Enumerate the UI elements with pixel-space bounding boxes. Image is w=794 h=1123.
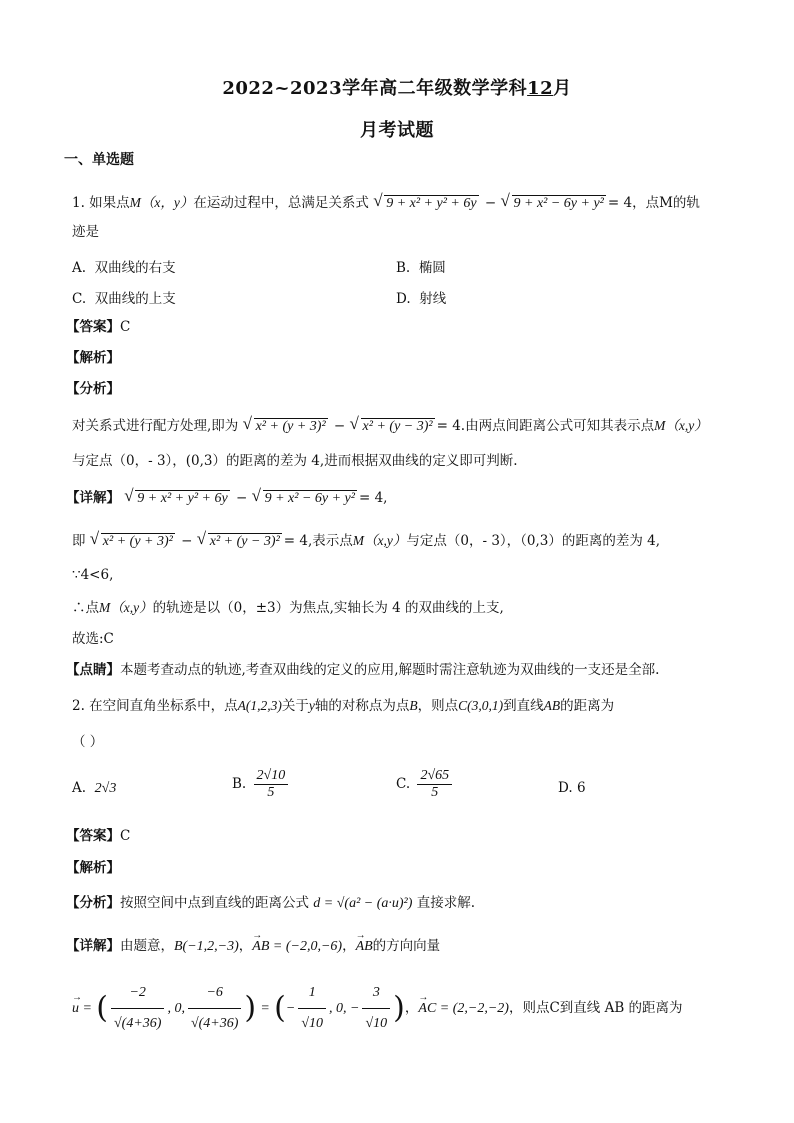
section-heading: 一、单选题 — [64, 152, 134, 168]
q2-opt-a-val: 2√3 — [94, 781, 117, 796]
q1-option-d — [396, 287, 446, 307]
q2-stem-d: ，则点 — [417, 698, 459, 714]
q2-detail-c: 的方向向量 — [372, 938, 441, 954]
q2-opt-b-num: 2√10 — [254, 768, 289, 785]
q2-u-mid2: , 0, − — [329, 1001, 360, 1016]
q1-detail-sqrt-left — [126, 489, 229, 509]
q1-stem: 1. 如果点M（x，y）在运动过程中，总满足关系式 √ 9 + x² + y² + 6y − √ 9 + x² − 6y + y² = 4，点M的轨 — [72, 193, 700, 214]
q2-opt-a-key: A. — [72, 780, 87, 796]
q2-stem-a: 2. 在空间直角坐标系中，点 — [72, 698, 238, 714]
document-title-line1 — [0, 74, 794, 100]
q2-detail-AB2: → AB — [356, 937, 373, 957]
q1-option-b-key: B. — [396, 260, 411, 276]
q2-analysis-a: 按照空间中点到直线的距离公式 — [120, 895, 309, 911]
q2-stem-c: 轴的对称点为点 — [314, 698, 410, 714]
q2-opt-c-frac — [417, 768, 452, 801]
q2-u-g1-num: 1 — [298, 978, 326, 1009]
q1-comment — [66, 660, 659, 680]
q2-paren-open-1: ( — [96, 990, 108, 1026]
q2-opt-c-key: C. — [396, 776, 411, 792]
q1-eq-left: 9 + x² + y² + 6y — [386, 196, 477, 211]
q2-paren-close-2: ) — [393, 990, 405, 1026]
q2-u-eq: = — [260, 1001, 270, 1016]
q1-detail-sqrt-a — [92, 532, 175, 552]
q1-analysis-sq1: x² + (y + 3)² — [255, 419, 326, 434]
q2-u-vector: → u = ( $\frac{-2}{√(4+36)}$ , 0, $\frac{-6}{√(4+36)}$ ) = (− $\frac{1}{√10}$ , 0, − $\frac{3}{√10}$ )，→ AC = (2,−2,−2)，则点C到直线 AB 的距离为 — [72, 978, 683, 1039]
q2-u-gfrac2 — [362, 978, 390, 1039]
title-suffix: 月 — [553, 78, 572, 99]
q2-u-f2-num: −6 — [188, 978, 241, 1009]
q2-u-f1-num: −2 — [111, 978, 164, 1009]
q2-stem-b: 关于 — [281, 698, 309, 714]
q1-option-c-key: C. — [72, 291, 87, 307]
q2-detail-AB: → AB = (−2,0,−6) — [252, 937, 342, 957]
q2-option-b — [232, 768, 291, 801]
q2-u-gfrac1 — [298, 978, 326, 1039]
q1-stem-cont: 迹是 — [72, 224, 99, 240]
q1-analysis-sqrt2 — [352, 417, 435, 437]
q1-analysis-line2: 与定点（0，- 3），(0,3）的距离的差为 4,进而根据双曲线的定义即可判断. — [72, 453, 518, 469]
q1-detail-sqrt-b — [199, 532, 282, 552]
title-month: 12 — [527, 78, 554, 99]
q1-detail-line4 — [72, 598, 504, 618]
q2-u-frac2 — [188, 978, 241, 1039]
q1-detail-eq-left: 9 + x² + y² + 6y — [137, 491, 228, 506]
q2-analysis-b: 直接求解. — [416, 895, 476, 911]
q1-analysis: 对关系式进行配方处理,即为 √ x² + (y + 3)² − √ x² + (y − 3)² = 4.由两点间距离公式可知其表示点M（x,y） — [72, 416, 708, 437]
q2-axis: y — [308, 698, 315, 713]
q1-comment-tag: 【点睛】 — [66, 662, 120, 678]
q1-detail-sq1: x² + (y + 3)² — [102, 534, 173, 549]
q1-option-b — [396, 256, 446, 276]
q1-jiexi: 【解析】 — [66, 350, 120, 366]
q2-detail-B: B(−1,2,−3) — [174, 939, 239, 954]
q1-detail-l2-a: 即 — [72, 533, 86, 549]
q2-u-frac1 — [111, 978, 164, 1039]
q1-sqrt-right — [503, 194, 606, 214]
q1-point: M（x，y） — [129, 195, 194, 210]
q1-option-c-text: 双曲线的上支 — [94, 291, 176, 307]
q1-answer — [66, 317, 130, 337]
q2-u-f1-den: √(4+36) — [113, 1016, 162, 1031]
q1-stem-c: M的轨 — [659, 195, 700, 211]
q1-option-c — [72, 287, 176, 307]
q1-detail-l2-b: = 4,表示点 — [283, 533, 353, 549]
q2-opt-d-val: 6 — [576, 780, 586, 796]
q1-detail-l4-a: ∴点 — [72, 600, 99, 616]
q2-answer-tag: 【答案】 — [66, 828, 120, 844]
q1-stem-a: 1. 如果点 — [72, 195, 130, 211]
q1-detail-sq2: x² + (y − 3)² — [209, 534, 280, 549]
q1-stem-b: 在运动过程中，总满足关系式 — [193, 195, 369, 211]
q1-detail-l2-d: 与定点（0，- 3），（0,3）的距离的差为 4, — [406, 533, 661, 549]
q1-answer-tag: 【答案】 — [66, 319, 120, 335]
q2-detail-end: ，则点C到直线 AB 的距离为 — [508, 1000, 683, 1016]
q2-option-c — [396, 768, 455, 801]
q1-analysis-b: = 4.由两点间距离公式可知其表示点 — [436, 418, 655, 434]
q2-u-f2-den: √(4+36) — [190, 1016, 239, 1031]
q2-opt-b-den: 5 — [267, 785, 275, 800]
q1-sqrt-left — [375, 194, 478, 214]
q2-u-g2-num: 3 — [362, 978, 390, 1009]
q1-fenxi: 【分析】 — [66, 381, 120, 397]
document-title-line2: 月考试题 — [360, 120, 434, 141]
q1-detail-l4-c: 的轨迹是以（0，±3）为焦点,实轴长为 4 的双曲线的上支, — [152, 600, 504, 616]
q1-option-a-key: A. — [72, 260, 87, 276]
q1-analysis-c: M（x,y） — [654, 418, 708, 433]
title-prefix: 2022~2023学年高二年级数学学科 — [222, 78, 528, 99]
q1-option-d-text: 射线 — [419, 291, 447, 307]
q2-opt-d-key: D. — [558, 780, 573, 796]
q1-choose: 故选:C — [72, 631, 114, 647]
q1-option-a-text: 双曲线的右支 — [94, 260, 176, 276]
q2-pointC: C(3,0,1) — [458, 698, 504, 713]
q1-detail-l2-c: M（x,y） — [352, 533, 407, 548]
q2-paren-close-1: ) — [244, 990, 257, 1026]
q2-answer — [66, 826, 130, 846]
q2-opt-c-den: 5 — [431, 785, 439, 800]
q2-fenxi-tag: 【分析】 — [66, 895, 120, 911]
q2-analysis — [66, 893, 475, 914]
q1-detail-tag: 【详解】 — [66, 490, 120, 506]
q1-option-b-text: 椭圆 — [418, 260, 446, 276]
q1-detail-line2: 即 √ x² + (y + 3)² − √ x² + (y − 3)² = 4,表示点M（x,y）与定点（0，- 3），（0,3）的距离的差为 4, — [72, 531, 660, 552]
q2-analysis-formula: d = √(a² − (a·u)²) — [313, 896, 413, 911]
q2-stem-e: 到直线 — [503, 698, 544, 714]
q2-detail-a: 由题意， — [120, 938, 174, 954]
q1-analysis-a: 对关系式进行配方处理,即为 — [72, 418, 239, 434]
q1-detail-eq-right: 9 + x² − 6y + y² — [264, 491, 355, 506]
q1-option-d-key: D. — [396, 291, 411, 307]
q1-comment-text: 本题考查动点的轨迹,考查双曲线的定义的应用,解题时需注意轨迹为双曲线的一支还是全部. — [120, 662, 660, 678]
q1-analysis-sqrt1 — [245, 417, 328, 437]
q2-answer-value: C — [120, 828, 131, 844]
q2-stem-f: 的距离为 — [560, 698, 615, 714]
q2-u-mid: , 0, — [167, 1001, 185, 1016]
q2-u-g1-den: √10 — [301, 1016, 324, 1031]
q2-minus-1: − — [285, 1001, 296, 1016]
q2-blank: （ ） — [72, 734, 104, 750]
q1-analysis-sq2: x² + (y − 3)² — [362, 419, 433, 434]
q1-detail: 【详解】 √ 9 + x² + y² + 6y − √ 9 + x² − 6y + y² = 4, — [66, 488, 387, 509]
q1-detail-line3: ∵4<6, — [72, 567, 114, 583]
q2-opt-c-num: 2√65 — [417, 768, 452, 785]
q1-detail-sqrt-right — [254, 489, 357, 509]
q1-eq-right: 9 + x² − 6y + y² — [513, 196, 604, 211]
q1-eq-val: = 4，点 — [607, 195, 660, 211]
q2-detail-tag: 【详解】 — [66, 938, 120, 954]
q2-detail: 【详解】由题意，B(−1,2,−3)，→ AB = (−2,0,−6)，→ AB的方向向量 — [66, 936, 440, 957]
q1-option-a — [72, 256, 176, 276]
q1-detail-eq-val: = 4, — [358, 490, 388, 506]
q2-opt-b-frac — [254, 768, 289, 801]
q2-opt-b-key: B. — [232, 776, 247, 792]
q2-pointA: A(1,2,3) — [237, 698, 282, 713]
q2-lineAB: AB — [543, 698, 561, 713]
q2-u-g2-den: √10 — [365, 1016, 388, 1031]
q2-u-label: → u = — [72, 994, 92, 1024]
q2-AC: → AC = (2,−2,−2) — [418, 994, 509, 1024]
q2-pointB: B — [409, 698, 418, 713]
q2-stem — [72, 696, 614, 716]
q2-jiexi: 【解析】 — [66, 860, 120, 876]
q2-option-a — [72, 780, 116, 797]
q2-option-d — [558, 780, 586, 796]
q2-detail-b: ， — [342, 938, 356, 954]
q1-detail-l4-b: M（x,y） — [99, 600, 153, 615]
q1-answer-value: C — [120, 319, 131, 335]
q2-paren-open-2: ( — [274, 990, 286, 1026]
